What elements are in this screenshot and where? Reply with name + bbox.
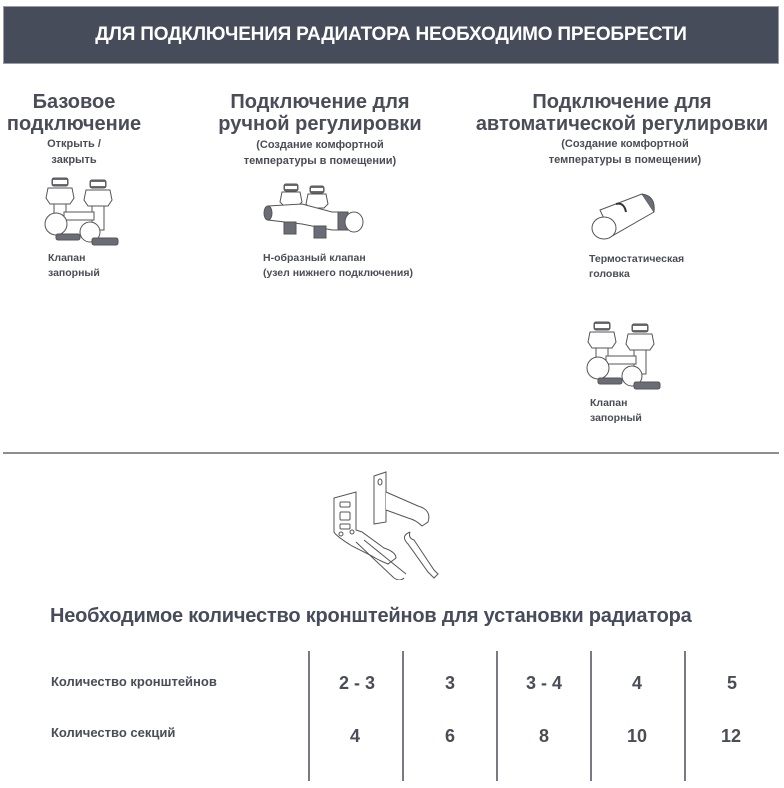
column-auto-subtitle-line1: (Создание комфортной xyxy=(561,138,689,150)
column-basic-title-line1: Базовое xyxy=(32,91,116,113)
sections-count-cell: 6 xyxy=(444,726,455,746)
sections-count-cell: 8 xyxy=(538,726,549,746)
column-manual-subtitle-line2: температуры в помещении) xyxy=(243,155,397,167)
column-manual-subtitle xyxy=(190,137,450,169)
caption-line1: Клапан xyxy=(590,397,628,409)
caption-line1: Термостатическая xyxy=(589,253,685,265)
caption-line2: (узел нижнего подключения) xyxy=(263,267,413,279)
column-basic-title-line2: подключение xyxy=(6,113,142,135)
column-basic-subtitle-line2: закрыть xyxy=(51,154,97,166)
column-auto-title-line1: Подключение для xyxy=(532,91,712,113)
table-column-divider xyxy=(402,651,404,781)
column-basic-title xyxy=(0,91,148,135)
h-valve-caption xyxy=(263,251,413,281)
column-manual-title-line1: Подключение для xyxy=(230,91,410,113)
thermostatic-head-icon xyxy=(586,190,660,244)
brackets-count-cell: 2 - 3 xyxy=(338,673,376,693)
column-manual-title xyxy=(190,91,450,135)
column-auto-subtitle xyxy=(520,136,730,168)
brackets-count-cell: 3 xyxy=(444,673,455,693)
caption-line2: головка xyxy=(589,268,630,280)
brackets-count-cell: 4 xyxy=(631,673,642,693)
caption-line1: Клапан xyxy=(48,252,86,264)
column-basic-subtitle xyxy=(0,136,148,168)
header-banner xyxy=(3,6,779,64)
table-column-divider xyxy=(684,651,686,781)
shutoff-valve-icon xyxy=(584,320,664,392)
sections-count-cell: 10 xyxy=(626,726,648,746)
column-basic-subtitle-line1: Открыть / xyxy=(47,138,101,150)
column-auto-title-line2: автоматической регулировки xyxy=(475,113,769,135)
shutoff-valve-icon xyxy=(42,176,122,248)
brackets-count-cell: 5 xyxy=(726,673,737,693)
caption-line2: запорный xyxy=(590,412,642,424)
column-manual-subtitle-line1: (Создание комфортной xyxy=(256,139,384,151)
column-manual-title-line2: ручной регулировки xyxy=(218,113,422,135)
caption-line1: Н-образный клапан xyxy=(263,252,366,264)
brackets-section-title: Необходимое количество кронштейнов для установки радиатора xyxy=(50,605,692,627)
column-auto-subtitle-line2: температуры в помещении) xyxy=(548,154,702,166)
sections-count-cell: 4 xyxy=(349,726,360,746)
shutoff-valve-caption-2 xyxy=(590,396,642,426)
shutoff-valve-caption xyxy=(48,251,100,281)
row-label-sections: Количество секций xyxy=(51,725,176,740)
banner-title: ДЛЯ ПОДКЛЮЧЕНИЯ РАДИАТОРА НЕОБХОДИМО ПРЕОБРЕСТИ xyxy=(95,24,687,45)
h-valve-icon xyxy=(262,182,366,244)
table-column-divider xyxy=(590,651,592,781)
column-auto-title xyxy=(460,91,784,135)
table-column-divider xyxy=(308,651,310,781)
table-column-divider xyxy=(496,651,498,781)
sections-count-cell: 12 xyxy=(720,726,742,746)
caption-line2: запорный xyxy=(48,267,100,279)
brackets-count-cell: 3 - 4 xyxy=(525,673,563,693)
thermostatic-head-caption xyxy=(589,252,684,282)
wall-bracket-icon xyxy=(328,470,448,580)
row-label-brackets: Количество кронштейнов xyxy=(51,674,217,689)
section-divider xyxy=(3,452,779,454)
